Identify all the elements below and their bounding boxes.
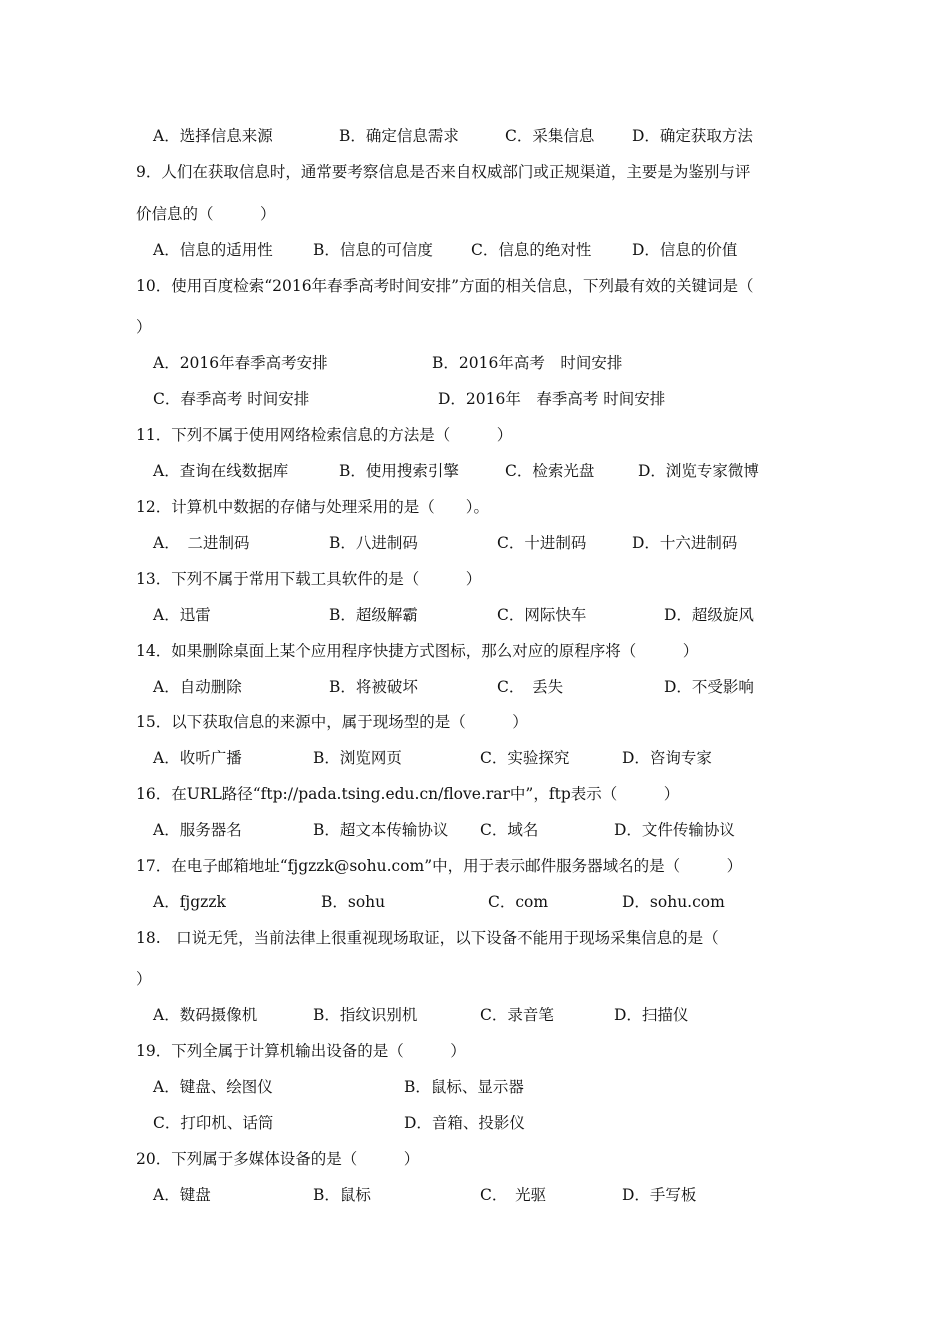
q16-stem: 16．在URL路径“ftp://pada.tsing.edu.cn/flove.rar中”，ftp表示（ ） [136, 785, 680, 803]
q16-option-d: D．文件传输协议 [614, 821, 735, 839]
q13-option-a: A．迅雷 [153, 606, 211, 624]
q12-option-d: D．十六进制码 [632, 534, 738, 552]
q15-stem: 15．以下获取信息的来源中，属于现场型的是（ ） [136, 713, 528, 731]
q10-option-b: B．2016年高考 时间安排 [432, 354, 623, 372]
q20-option-c: C． 光驱 [480, 1186, 547, 1204]
q17-option-b: B．sohu [321, 893, 386, 911]
q14-option-b: B．将被破坏 [329, 678, 418, 696]
q18-option-d: D．扫描仪 [614, 1006, 689, 1024]
q19-option-c: C．打印机、话筒 [153, 1114, 274, 1132]
q12-option-a: A． 二进制码 [153, 534, 250, 552]
q10-option-d: D．2016年 春季高考 时间安排 [438, 390, 666, 408]
q20-option-d: D．手写板 [622, 1186, 697, 1204]
q14-option-a: A．自动删除 [153, 678, 242, 696]
q18-option-c: C．录音笔 [480, 1006, 554, 1024]
q13-option-b: B．超级解霸 [329, 606, 418, 624]
q17-option-d: D．sohu.com [622, 893, 725, 911]
q10-option-a: A．2016年春季高考安排 [153, 354, 328, 372]
q10-stem-line2: ） [136, 318, 152, 336]
q8-option-d: D．确定获取方法 [632, 127, 753, 145]
q11-option-d: D．浏览专家微博 [638, 462, 759, 480]
q19-option-b: B．鼠标、显示器 [404, 1078, 524, 1096]
q14-stem: 14．如果删除桌面上某个应用程序快捷方式图标，那么对应的原程序将（ ） [136, 642, 699, 660]
q14-option-d: D．不受影响 [664, 678, 754, 696]
q17-option-c: C．com [488, 893, 549, 911]
q13-option-c: C．网际快车 [497, 606, 587, 624]
q11-option-a: A．查询在线数据库 [153, 462, 289, 480]
q17-stem: 17．在电子邮箱地址“fjgzzk@sohu.com”中，用于表示邮件服务器域名的是（ ） [136, 857, 743, 875]
q16-option-c: C．域名 [480, 821, 539, 839]
q19-option-a: A．键盘、绘图仪 [153, 1078, 273, 1096]
q15-option-b: B．浏览网页 [313, 749, 402, 767]
q13-stem: 13．下列不属于常用下载工具软件的是（ ） [136, 570, 482, 588]
q15-option-d: D．咨询专家 [622, 749, 712, 767]
q15-option-a: A．收听广播 [153, 749, 242, 767]
q10-option-c: C．春季高考 时间安排 [153, 390, 310, 408]
q9-stem-line2: 价信息的（ ） [136, 205, 276, 223]
q12-option-b: B．八进制码 [329, 534, 418, 552]
q9-option-b: B．信息的可信度 [313, 241, 433, 259]
q9-option-d: D．信息的价值 [632, 241, 738, 259]
q19-option-d: D．音箱、投影仪 [404, 1114, 525, 1132]
q13-option-d: D．超级旋风 [664, 606, 754, 624]
q17-option-a: A．fjgzzk [153, 893, 226, 911]
q16-option-a: A．服务器名 [153, 821, 242, 839]
q8-option-a: A．选择信息来源 [153, 127, 273, 145]
q16-option-b: B．超文本传输协议 [313, 821, 449, 839]
q20-option-b: B．鼠标 [313, 1186, 371, 1204]
q19-stem: 19．下列全属于计算机输出设备的是（ ） [136, 1042, 466, 1060]
q15-option-c: C．实验探究 [480, 749, 570, 767]
q10-stem-line1: 10．使用百度检索“2016年春季高考时间安排”方面的相关信息，下列最有效的关键词是（ [136, 277, 754, 295]
q12-stem: 12．计算机中数据的存储与处理采用的是（ ）。 [136, 498, 489, 516]
q12-option-c: C．十进制码 [497, 534, 587, 552]
q9-option-a: A．信息的适用性 [153, 241, 273, 259]
q18-stem-line1: 18. 口说无凭，当前法律上很重视现场取证，以下设备不能用于现场采集信息的是（ [136, 929, 719, 947]
q18-stem-line2: ） [136, 970, 152, 988]
q18-option-b: B．指纹识别机 [313, 1006, 418, 1024]
q9-stem-line1: 9．人们在获取信息时，通常要考察信息是否来自权威部门或正规渠道，主要是为鉴别与评 [136, 163, 751, 181]
q11-option-b: B．使用搜索引擎 [339, 462, 459, 480]
q8-option-b: B．确定信息需求 [339, 127, 459, 145]
q20-option-a: A．键盘 [153, 1186, 211, 1204]
q18-option-a: A．数码摄像机 [153, 1006, 258, 1024]
q11-stem: 11．下列不属于使用网络检索信息的方法是（ ） [136, 426, 513, 444]
q8-option-c: C．采集信息 [505, 127, 595, 145]
q9-option-c: C．信息的绝对性 [471, 241, 592, 259]
q20-stem: 20．下列属于多媒体设备的是（ ） [136, 1150, 420, 1168]
q14-option-c: C． 丢失 [497, 678, 564, 696]
q11-option-c: C．检索光盘 [505, 462, 595, 480]
